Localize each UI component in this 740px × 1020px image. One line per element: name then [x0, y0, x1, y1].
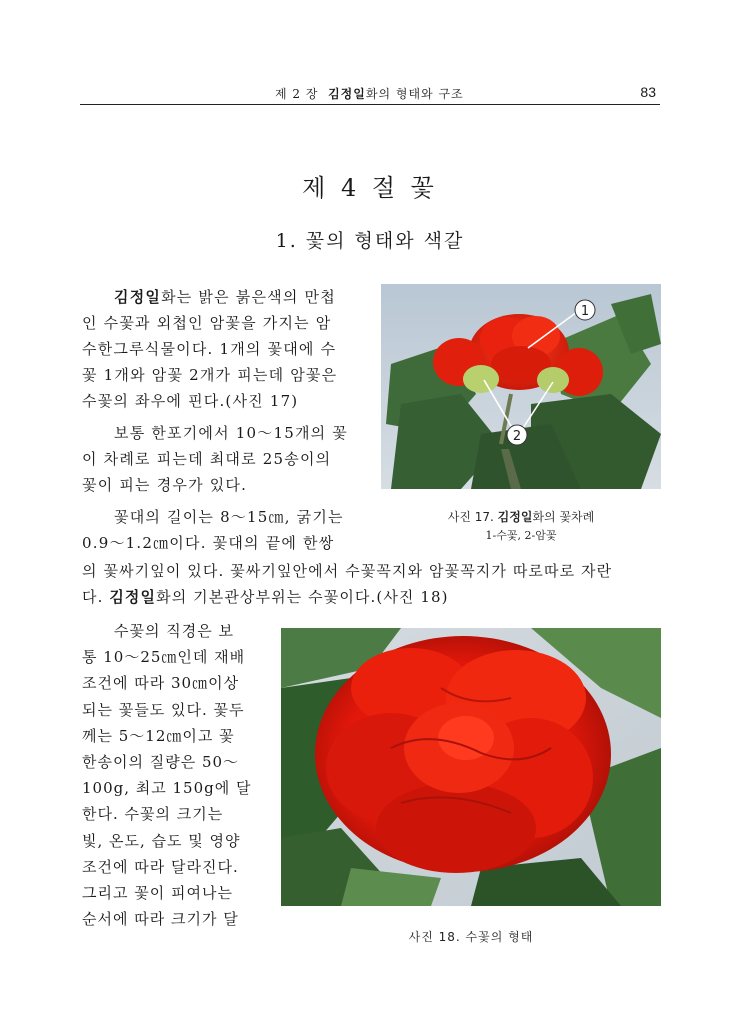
- flower-cluster-image: [381, 284, 661, 489]
- subsection-title: 1. 꽃의 형태와 색갈: [275, 230, 465, 252]
- section-title: 제 4 절 꽃: [302, 174, 438, 202]
- photo-17-flower-cluster: [381, 284, 661, 489]
- leader-name: 김정일: [328, 87, 366, 101]
- photo-18-caption: 사진 18. 수꽃의 형태: [408, 930, 534, 944]
- paragraph-2: 보통 한포기에서 10～15개의 꽃 이 차례로 피는데 최대로 25송이의 꽃이 피는 경우가 있다.: [82, 424, 348, 494]
- paragraph-1: 김정일화는 밝은 붉은색의 만첩 인 수꽃과 외첩인 암꽃을 가지는 암 수한그루식물이다. 1개의 꽃대에 수 꽃 1개와 암꽃 2개가 피는데 암꽃은 수꽃의 좌우에 핀다.(사진 17): [82, 288, 338, 410]
- paragraph-3-full-line: 의 꽃싸기잎이 있다. 꽃싸기잎안에서 수꽃꼭지와 암꽃꼭지가 따로따로 자란 다. 김정일화의 기본관상부위는 수꽃이다.(사진 18): [82, 562, 613, 606]
- leader-name: 김정일: [109, 588, 157, 606]
- paragraph-3: 꽃대의 길이는 8～15㎝, 굵기는 0.9～1.2㎝이다. 꽃대의 끝에 한쌍: [82, 508, 344, 552]
- running-header: [80, 82, 660, 105]
- marker-2-label: 2: [512, 429, 522, 444]
- marker-1-label: 1: [580, 304, 590, 319]
- photo-18-male-flower: [281, 628, 661, 906]
- chapter-heading: 제 2 장 김정일화의 형태와 구조: [275, 87, 464, 101]
- page-number: 83: [640, 84, 656, 100]
- leader-name: 김정일: [497, 510, 533, 524]
- leader-name: 김정일: [114, 288, 162, 306]
- male-flower-image: [281, 628, 661, 906]
- paragraph-4: 수꽃의 직경은 보 통 10～25㎝인데 재배 조건에 따라 30㎝이상 되는 꽃들도 있다. 꽃두 께는 5～12㎝이고 꽃 한송이의 질량은 50～ 100g, 최고 150g에 달 한다. 수꽃의 크기는 빛, 온도, 습도 및 영양 조건에 따라 달라진다. 그리고 꽃이 피여나는 순서에 따라 크기가 달: [82, 622, 252, 929]
- photo-17-caption: 사진 17. 김정일화의 꽃차례: [447, 510, 595, 524]
- photo-17-caption-sub: 1-수꽃, 2-암꽃: [485, 529, 557, 542]
